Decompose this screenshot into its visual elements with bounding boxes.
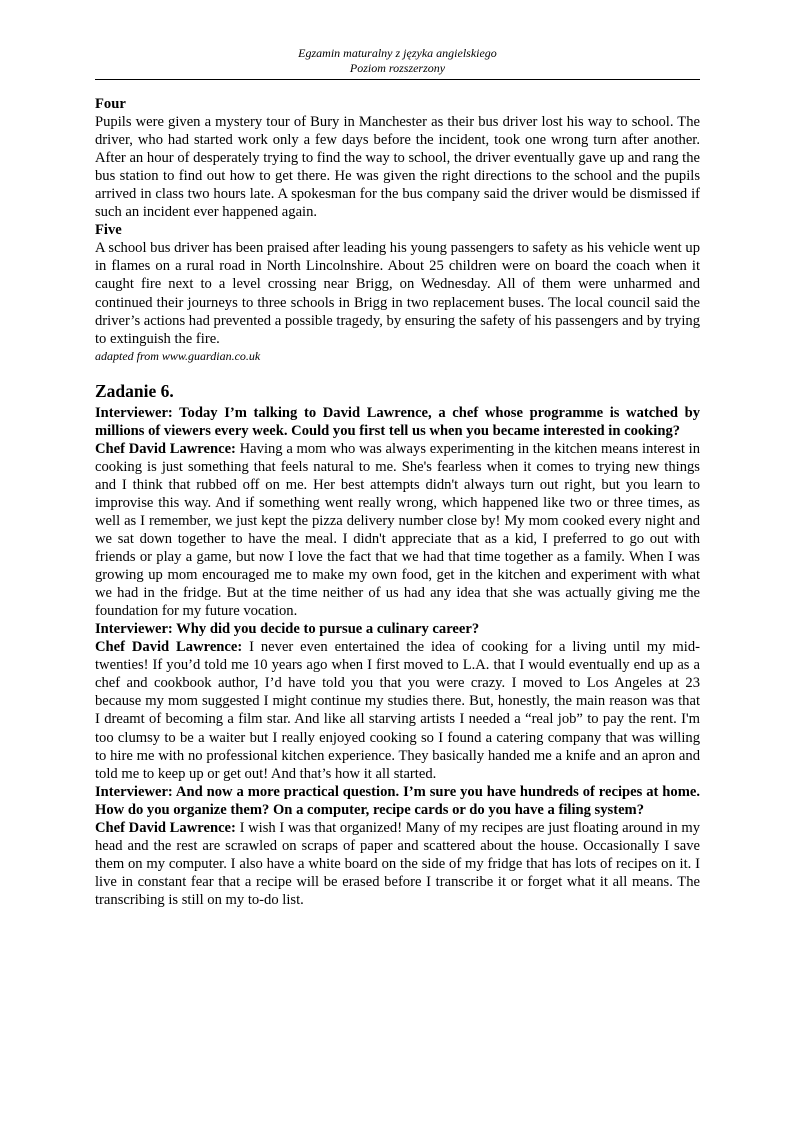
chef-answer-3 [95,819,700,909]
chef-answer-1 [95,440,700,620]
speaker-label: Chef David Lawrence: [95,639,243,656]
page-header [95,46,700,76]
interviewer-question-2: Interviewer: Why did you decide to pursue a culinary career? [95,621,480,638]
text-four [95,95,700,221]
text-five-body: A school bus driver has been praised after leading his young passengers to safety as his vehicle went up in flames on a rural road in North Lincolnshire. About 25 children were on board the coach when it caught fire next to a level crossing near Brigg, on Wednesday. All of them were unharmed and continued their journeys to three schools in Brigg in two replacement buses. The local council said the driver’s actions had prevented a possible tragedy, by ensuring the safety of his passengers and by trying to extinguish the fire. [95,240,700,347]
text-five [95,221,700,347]
text-four-body: Pupils were given a mystery tour of Bury in Manchester as their bus driver lost his way to school. The driver, who had started work only a few days before the incident, took one wrong turn after another. After an hour of desperately trying to find the way to school, the driver eventually gave up and rang the bus station to find out how to get there. He was given the right directions to the school and the pupils arrived in class two hours late. A spokesman for the bus company said the driver would be dismissed if such an incident ever happened again. [95,114,700,221]
speaker-label: Chef David Lawrence: [95,440,236,457]
interviewer-question-1: Interviewer: Today I’m talking to David Lawrence, a chef whose programme is watched by millions of viewers every week. Could you first tell us when you became interested in cooking? [95,404,700,439]
header-level: Poziom rozszerzony [349,61,446,75]
interviewer-question-3: Interviewer: And now a more practical question. I’m sure you have hundreds of recipes at home. How do you organize them? On a computer, recipe cards or do you have a filing system? [95,783,700,818]
answer-text: Having a mom who was always experimenting in the kitchen means interest in cooking is just something that feels natural to me. She's fearless when it comes to trying new things and I think that rubbed off on me. Her best attempts didn't always turn out right, but you learn to improvise this way. And if something went really wrong, which happened like two or three times, as well as I remember, we just kept the pizza delivery number close by! My mom cooked every night and we sat down together to have the meal. I didn't appreciate that as a kid, I preferred to go out with friends or play a game, but now I love the fact that we had that time together as a family. When I was growing up mom encouraged me to make my own food, get in the kitchen and experiment with what we had in the fridge. But at the time neither of us had any idea that she was actually giving me the foundation for my future vocation. [95,440,700,620]
header-divider [95,79,700,80]
interview [95,404,700,909]
chef-answer-2 [95,638,700,782]
source-credit: adapted from www.guardian.co.uk [95,348,261,363]
answer-text: I never even entertained the idea of cooking for a living until my mid-twenties! If you’d told me 10 years ago when I first moved to L.A. that I would eventually end up as a chef and cookbook author, I’d have told you that you were crazy. I moved to Los Angeles at 23 because my mom suggested I might continue my studies there. But, honestly, the main reason was that I dreamt of becoming a film star. And like all starving artists I needed a “real job” to pay the rent. I'm too clumsy to be a waiter but I really enjoyed cooking so I found a catering company that was willing to hire me with no professional kitchen experience. They basically handed me a knife and an apron and told me to keep up or get out! And that’s how it all started. [95,639,700,782]
header-exam-title: Egzamin maturalny z języka angielskiego [298,46,497,60]
speaker-label: Chef David Lawrence: [95,819,236,836]
page-content [95,95,700,909]
text-four-heading: Four [95,96,126,112]
answer-text: I wish I was that organized! Many of my recipes are just floating around in my head and the rest are scrawled on scraps of paper and scattered about the house. Occasionally I save them on my computer. I also have a white board on the side of my fridge that has lots of recipes on it. I live in constant fear that a recipe will be erased before I transcribe it or forget what it all means. The transcribing is still on my to-do list. [95,819,701,908]
text-five-heading: Five [95,222,122,239]
task-title: Zadanie 6. [95,380,174,401]
